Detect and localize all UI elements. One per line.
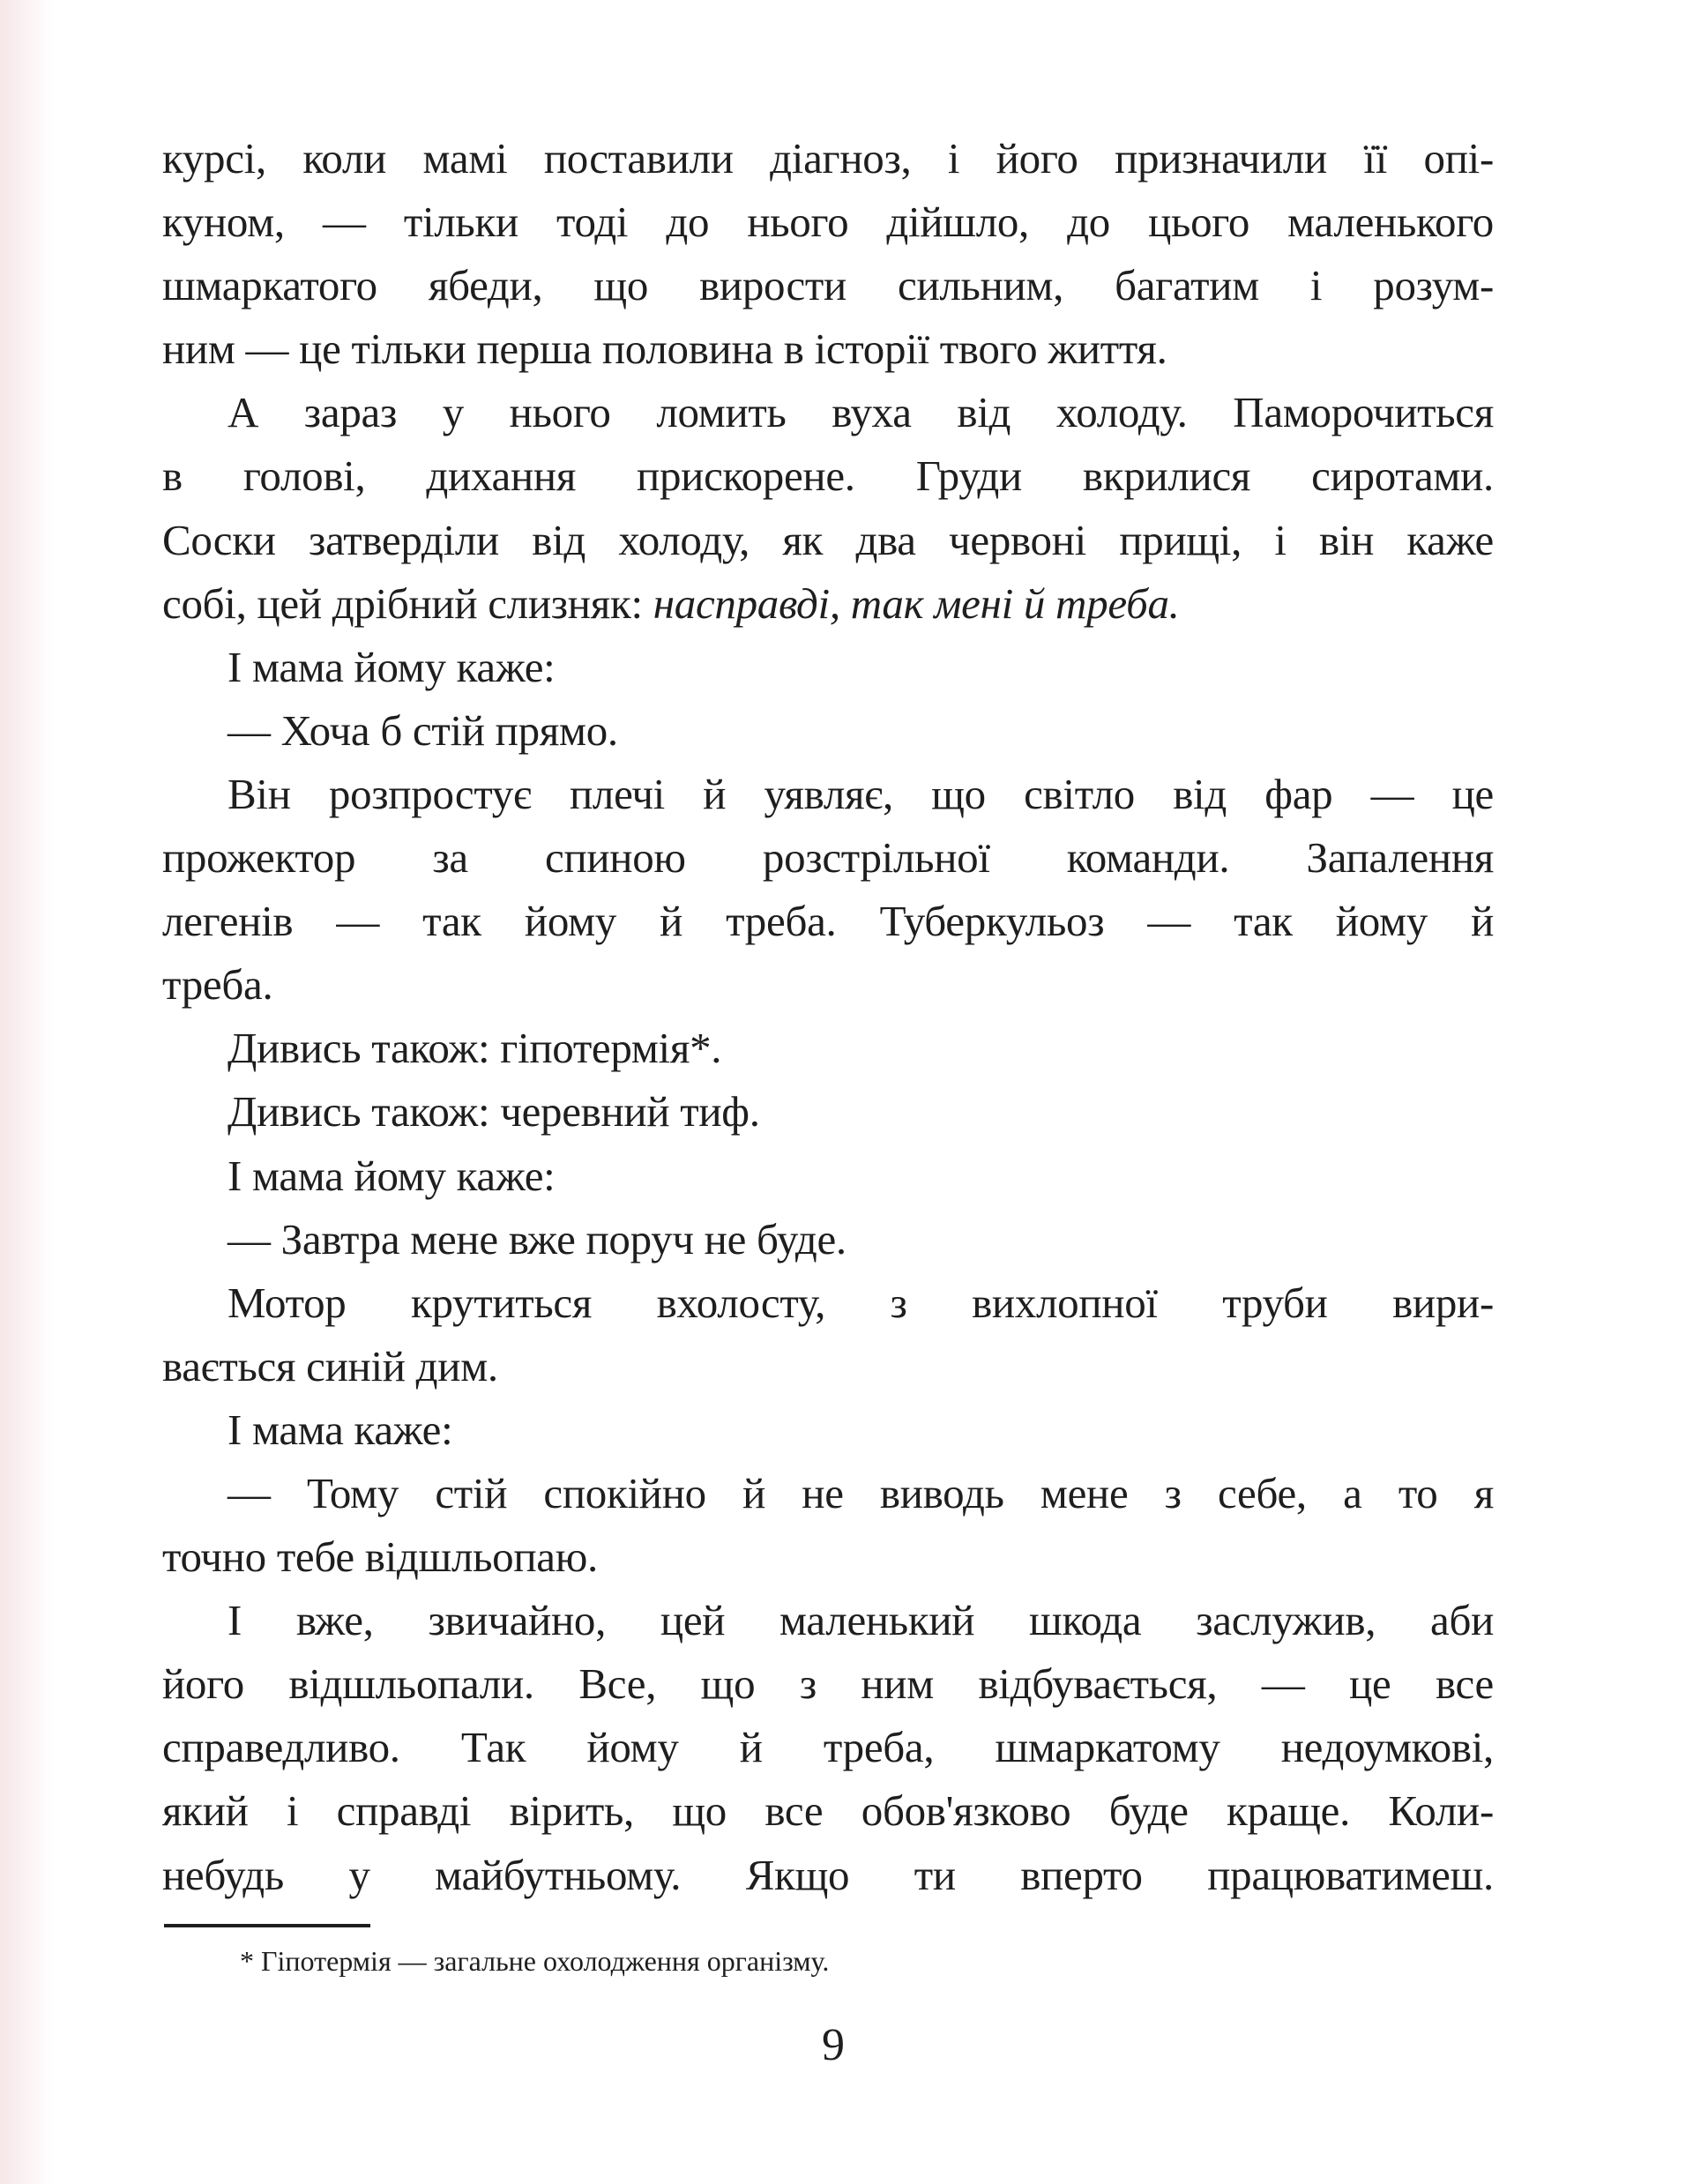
text-line-content: який і справді вірить, що все обов'язково буде краще. Коли-	[162, 1786, 1494, 1836]
text-line	[162, 1525, 1494, 1589]
text-line-content: небудь у майбутньому. Якщо ти вперто працюватимеш.	[162, 1850, 1494, 1899]
text-line	[162, 1080, 1494, 1144]
text-line-content: — Завтра мене вже поруч не буде.	[227, 1214, 846, 1263]
text-line-content: І мама каже:	[227, 1405, 453, 1454]
text-line	[162, 127, 1494, 190]
text-line-content: легенів — так йому й треба. Туберкульоз — так йому й	[162, 897, 1494, 946]
text-line	[162, 890, 1494, 953]
text-line-content: І мама йому каже:	[227, 642, 556, 691]
text-line-content: треба.	[162, 960, 273, 1010]
text-line	[162, 1589, 1494, 1652]
text-line-content: Соски затверділи від холоду, як два червоні прищі, і він каже	[162, 515, 1494, 564]
text-line	[162, 763, 1494, 826]
footnote: * Гіпотермія — загальне охолодження організму.	[240, 1945, 830, 1977]
text-line-content: шмаркатого ябеди, що вирости сильним, багатим і розум-	[162, 261, 1494, 310]
text-line-content: курсі, коли мамі поставили діагноз, і його призначили її опі-	[162, 134, 1494, 183]
text-line-content: куном, — тільки тоді до нього дійшло, до цього маленького	[162, 198, 1494, 247]
text-line-content: в голові, дихання прискорене. Груди вкрилися сиротами.	[162, 451, 1494, 501]
text-line	[162, 572, 1494, 636]
text-line	[162, 1017, 1494, 1080]
text-line	[162, 444, 1494, 508]
text-line	[162, 636, 1494, 699]
footnote-divider	[164, 1924, 370, 1927]
text-line	[162, 1144, 1494, 1208]
text-line	[162, 1652, 1494, 1716]
text-line-content: Дивись також: гіпотермія*.	[227, 1024, 722, 1073]
text-line	[162, 826, 1494, 890]
text-line	[162, 317, 1494, 381]
text-line-content: його відшльопали. Все, що з ним відбувається, — це все	[162, 1659, 1494, 1709]
text-line	[162, 1844, 1494, 1907]
text-line	[162, 509, 1494, 572]
text-line	[162, 381, 1494, 444]
page-number: 9	[822, 2020, 845, 2070]
body-text	[162, 127, 1494, 1907]
text-line-content: А зараз у нього ломить вуха від холоду. Паморочиться	[227, 388, 1494, 437]
text-line-content: Він розпростує плечі й уявляє, що світло від фар — це	[227, 769, 1494, 818]
text-line	[162, 1462, 1494, 1525]
text-line	[162, 1335, 1494, 1398]
italic-text: насправді, так мені й треба.	[653, 578, 1180, 628]
text-line-content: — Хоча б стій прямо.	[227, 705, 618, 755]
text-line	[162, 1271, 1494, 1335]
text-line-content: І вже, звичайно, цей маленький шкода заслужив, аби	[227, 1596, 1494, 1645]
text-line-content: справедливо. Так йому й треба, шмаркатому недоумкові,	[162, 1723, 1494, 1772]
text-line-content: Мотор крутиться вхолосту, з вихлопної труби вири-	[227, 1278, 1494, 1327]
text-line-content: вається синій дим.	[162, 1341, 498, 1390]
text-line-content: — Тому стій спокійно й не виводь мене з себе, а то я	[227, 1468, 1494, 1517]
text-line-content: собі, цей дрібний слизняк:	[162, 578, 653, 628]
text-line	[162, 1208, 1494, 1271]
text-line	[162, 1398, 1494, 1462]
text-line	[162, 953, 1494, 1017]
text-line	[162, 699, 1494, 763]
text-line	[162, 1716, 1494, 1779]
text-line	[162, 1779, 1494, 1843]
text-line-content: І мама йому каже:	[227, 1151, 556, 1200]
text-line	[162, 190, 1494, 254]
text-line-content: ним — це тільки перша половина в історії твого життя.	[162, 324, 1167, 374]
text-line-content: прожектор за спиною розстрільної команди. Запалення	[162, 833, 1494, 883]
text-line-content: Дивись також: черевний тиф.	[227, 1087, 760, 1137]
text-line-content: точно тебе відшльопаю.	[162, 1532, 598, 1582]
text-line	[162, 254, 1494, 317]
